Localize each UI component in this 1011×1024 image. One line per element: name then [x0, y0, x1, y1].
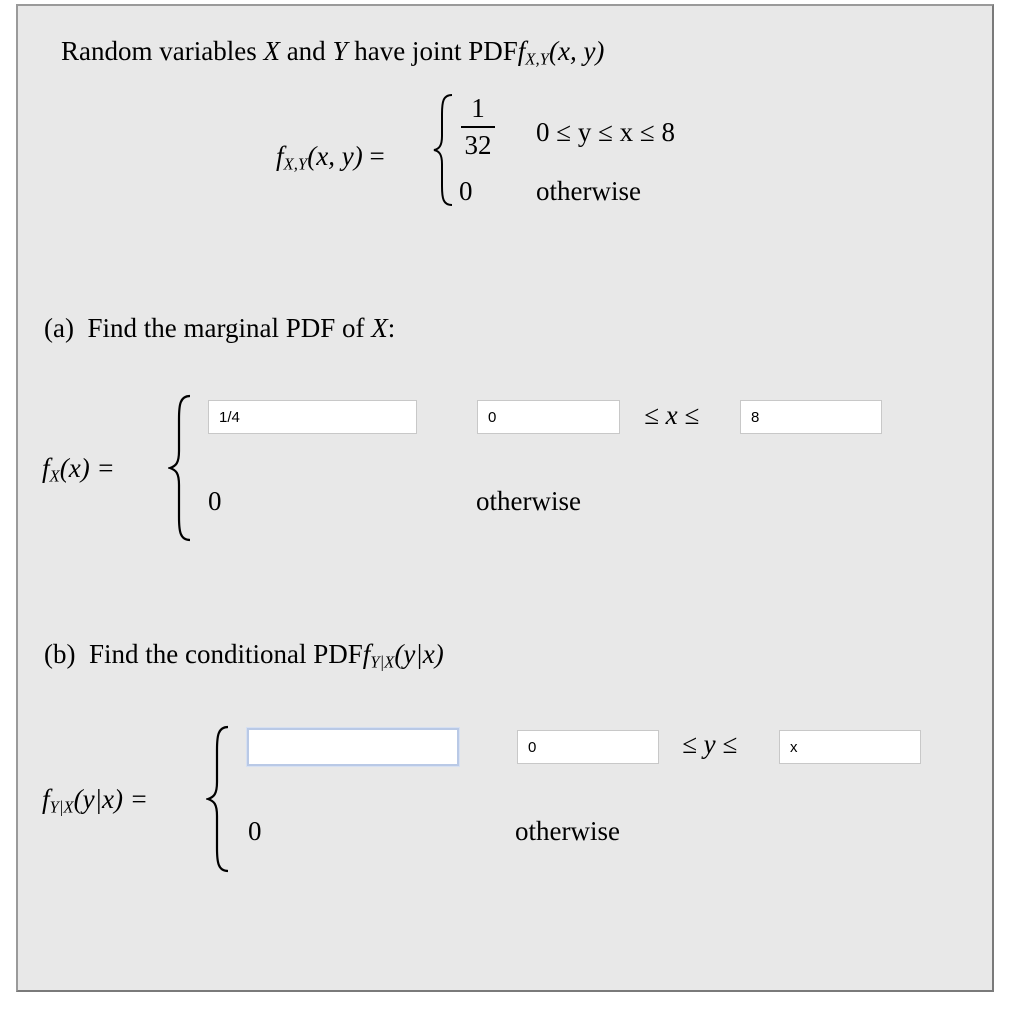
joint-brace	[432, 92, 454, 208]
joint-subscript: X,Y	[525, 49, 549, 69]
part-a-lower-bound-input[interactable]	[477, 400, 620, 434]
part-b-f-symbol: f	[362, 639, 371, 669]
part-b-args: (y|x)	[394, 639, 444, 669]
and-word: and	[286, 36, 326, 66]
part-a-relation: ≤ x ≤	[644, 400, 700, 430]
part-a-args: (x) =	[59, 453, 115, 483]
lhs-subscript: X,Y	[283, 154, 308, 174]
part-b-lhs-args: (y|x) =	[73, 784, 148, 814]
fraction-numerator: 1	[471, 93, 485, 123]
part-a-zero: 0	[208, 486, 222, 516]
joint-pdf-lhs	[276, 143, 385, 173]
fraction-bar	[461, 126, 495, 128]
intro-prefix: Random variables	[61, 36, 257, 66]
part-a-colon: :	[387, 313, 396, 343]
part-a-lhs	[42, 455, 115, 485]
part-a-subscript: X	[49, 466, 60, 486]
part-b-text: Find the conditional PDF	[88, 639, 363, 669]
part-b-pdf-input[interactable]	[247, 728, 459, 766]
lhs-args: (x, y)	[307, 141, 363, 171]
part-b-subscript: Y|X	[370, 652, 395, 672]
part-a-otherwise: otherwise	[476, 486, 581, 516]
part-b-otherwise: otherwise	[515, 816, 620, 846]
part-b-zero: 0	[248, 816, 262, 846]
part-b-brace	[206, 724, 230, 874]
equals-sign: =	[369, 141, 385, 171]
part-a-label: (a)	[44, 313, 74, 343]
joint-args: (x, y)	[548, 36, 605, 66]
part-a-upper-bound-input[interactable]	[740, 400, 882, 434]
part-b-lhs-f-symbol: f	[42, 784, 50, 814]
joint-condition: 0 ≤ y ≤ x ≤ 8	[536, 117, 675, 147]
part-b-label: (b)	[44, 639, 76, 669]
part-b-upper-bound-input[interactable]	[779, 730, 921, 764]
part-a-f-symbol: f	[42, 453, 50, 483]
part-b-lhs-subscript: Y|X	[49, 797, 74, 817]
joint-zero: 0	[459, 176, 473, 206]
part-a-heading	[44, 315, 395, 342]
fraction-denominator: 32	[464, 130, 492, 160]
part-a-pdf-input[interactable]	[208, 400, 417, 434]
var-y: Y	[332, 36, 348, 66]
part-b-lower-bound-input[interactable]	[517, 730, 659, 764]
part-a-var: X	[371, 313, 388, 343]
joint-fraction	[461, 95, 495, 159]
part-b-lhs	[42, 786, 148, 816]
intro-line	[61, 38, 604, 68]
lhs-f-symbol: f	[276, 141, 284, 171]
f-symbol: f	[517, 36, 526, 66]
part-a-text: Find the marginal PDF of	[87, 313, 365, 343]
part-b-heading	[44, 641, 444, 671]
joint-otherwise: otherwise	[536, 176, 641, 206]
intro-suffix: have joint PDF	[354, 36, 518, 66]
part-a-brace	[168, 393, 192, 543]
var-x: X	[263, 36, 280, 66]
part-b-relation: ≤ y ≤	[682, 729, 738, 759]
